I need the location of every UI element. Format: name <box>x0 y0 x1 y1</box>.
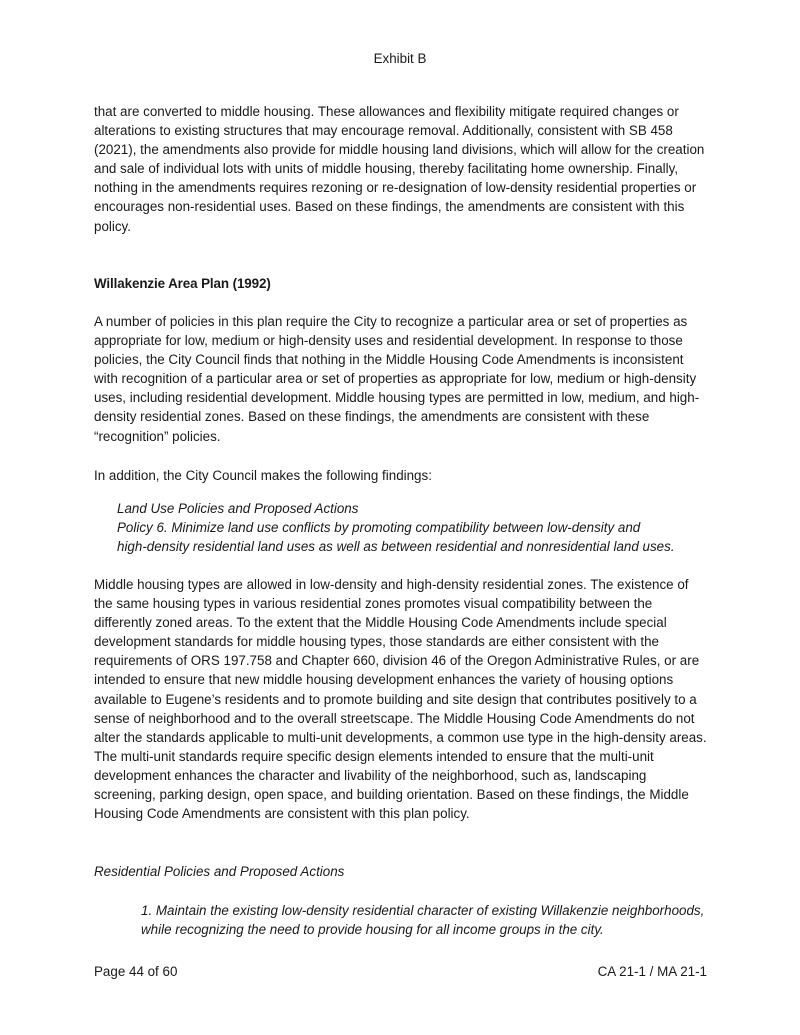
land-use-policy-line-1: Policy 6. Minimize land use conflicts by promoting compatibility between low-density and <box>117 520 641 536</box>
land-use-quote-title: Land Use Policies and Proposed Actions <box>117 501 359 516</box>
land-use-policy-line-2: high-density residential land uses as well as between residential and nonresidential land uses. <box>117 539 675 555</box>
recognition-paragraph: A number of policies in this plan require the City to recognize a particular area or set of properties as appropriate for low, medium or high-density uses and residential development. In response to those policies, the City Council finds that nothing in the Middle Housing Code Amendments is inconsistent with recognition of a particular area or set of properties as appropriate for low, medium or high-density uses, including residential development. Middle housing types are permitted in low, medium, and high-density residential zones. Based on these findings, the amendments are consistent with these “recognition” policies. <box>94 314 700 444</box>
findings-intro: In addition, the City Council makes the following findings: <box>94 468 432 483</box>
page-number: Page 44 of 60 <box>94 964 178 979</box>
plan-heading: Willakenzie Area Plan (1992) <box>94 276 271 291</box>
residential-policies-heading: Residential Policies and Proposed Actions <box>94 864 345 879</box>
middle-housing-paragraph: Middle housing types are allowed in low-density and high-density residential zones. The existence of the same housing types in various residential zones promotes visual compatibility between the differently zoned areas. To the extent that the Middle Housing Code Amendments include special development standards for middle housing types, those standards are either consistent with the requirements of ORS 197.758 and Chapter 660, division 46 of the Oregon Administrative Rules, or are intended to ensure that new middle housing development enhances the variety of housing options available to Eugene’s residents and to promote building and site design that contributes positively to a sense of neighborhood and to the overall streetscape. The Middle Housing Code Amendments do not alter the standards applicable to multi-unit developments, a common use type in the high-density areas. The multi-unit standards require specific design elements intended to ensure that the multi-unit development enhances the character and livability of the neighborhood, such as, landscaping screening, parking design, open space, and building orientation. Based on these findings, the Middle Housing Code Amendments are consistent with this plan policy. <box>94 577 707 822</box>
intro-paragraph: that are converted to middle housing. These allowances and flexibility mitigate required changes or alterations to existing structures that may encourage removal. Additionally, consistent with SB 458 (2021), the amendments also provide for middle housing land divisions, which will allow for the creation and sale of individual lots with units of middle housing, thereby facilitating home ownership. Finally, nothing in the amendments requires rezoning or re-designation of low-density residential properties or encourages non-residential uses. Based on these findings, the amendments are consistent with this policy. <box>94 104 705 234</box>
land-use-policy-quote <box>117 499 717 556</box>
residential-policy-quote: 1. Maintain the existing low-density residential character of existing Willakenzie neighborhoods, while recognizing the need to provide housing for all income groups in the city. <box>141 903 705 938</box>
case-number: CA 21-1 / MA 21-1 <box>597 964 707 979</box>
page-header-title: Exhibit B <box>373 51 427 66</box>
